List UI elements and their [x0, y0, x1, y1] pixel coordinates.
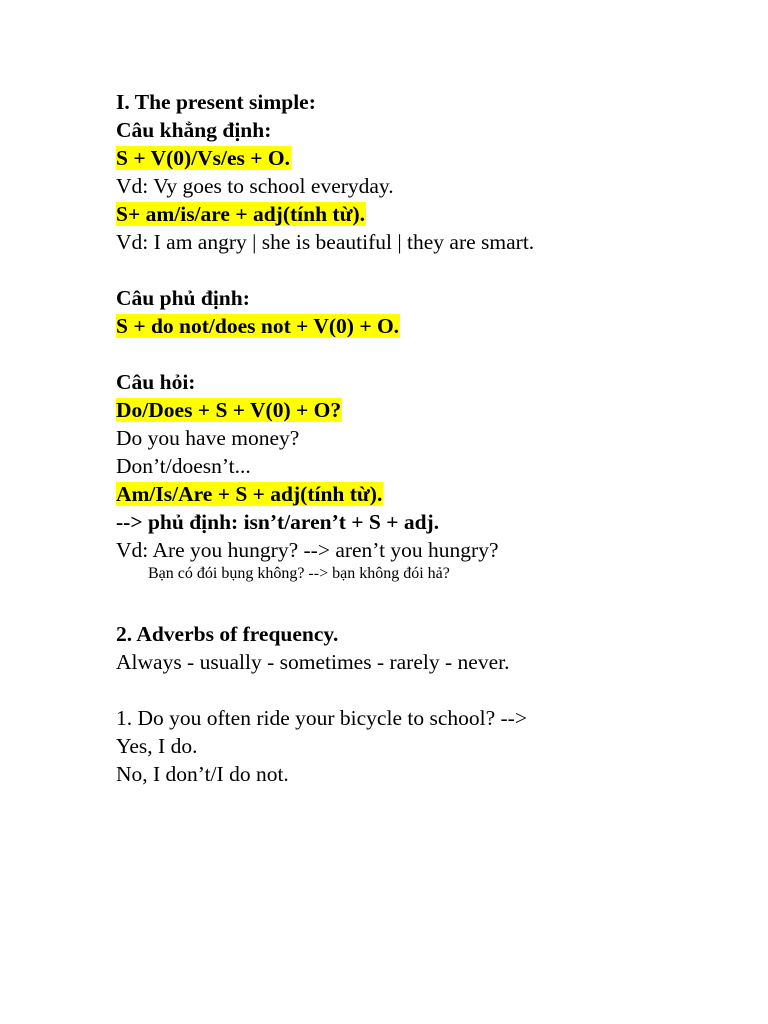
example-affirmative-be: Vd: I am angry | she is beautiful | they are smart.	[116, 230, 535, 254]
negative-question-be: --> phủ định: isn’t/aren’t + S + adj.	[116, 510, 440, 534]
negative-heading: Câu phủ định:	[116, 286, 250, 310]
adverbs-list: Always - usually - sometimes - rarely - never.	[116, 650, 510, 674]
section-title-present-simple: I. The present simple:	[116, 90, 316, 114]
translation-line: Bạn có đói bụng không? --> bạn không đói hả?	[148, 565, 450, 582]
formula-question-be: Am/Is/Are + S + adj(tính từ).	[116, 482, 383, 506]
exercise-question: 1. Do you often ride your bicycle to school? -->	[116, 706, 527, 730]
example-question-be: Vd: Are you hungry? --> aren’t you hungry?	[116, 538, 499, 562]
document-page	[116, 88, 736, 788]
formula-question: Do/Does + S + V(0) + O?	[116, 398, 342, 422]
example-affirmative-verb: Vd: Vy goes to school everyday.	[116, 174, 394, 198]
blank-line	[116, 592, 736, 620]
blank-line	[116, 256, 736, 284]
formula-negative: S + do not/does not + V(0) + O.	[116, 314, 400, 338]
blank-line	[116, 340, 736, 368]
question-example: Do you have money?	[116, 426, 300, 450]
section-title-adverbs: 2. Adverbs of frequency.	[116, 622, 339, 646]
exercise-answer-no: No, I don’t/I do not.	[116, 762, 289, 786]
exercise-answer-yes: Yes, I do.	[116, 734, 198, 758]
formula-affirmative-be: S+ am/is/are + adj(tính từ).	[116, 202, 366, 226]
blank-line	[116, 676, 736, 704]
question-negative-form: Don’t/doesn’t...	[116, 454, 251, 478]
formula-affirmative-verb: S + V(0)/Vs/es + O.	[116, 146, 291, 170]
affirmative-heading: Câu khẳng định:	[116, 118, 272, 142]
question-heading: Câu hỏi:	[116, 370, 196, 394]
